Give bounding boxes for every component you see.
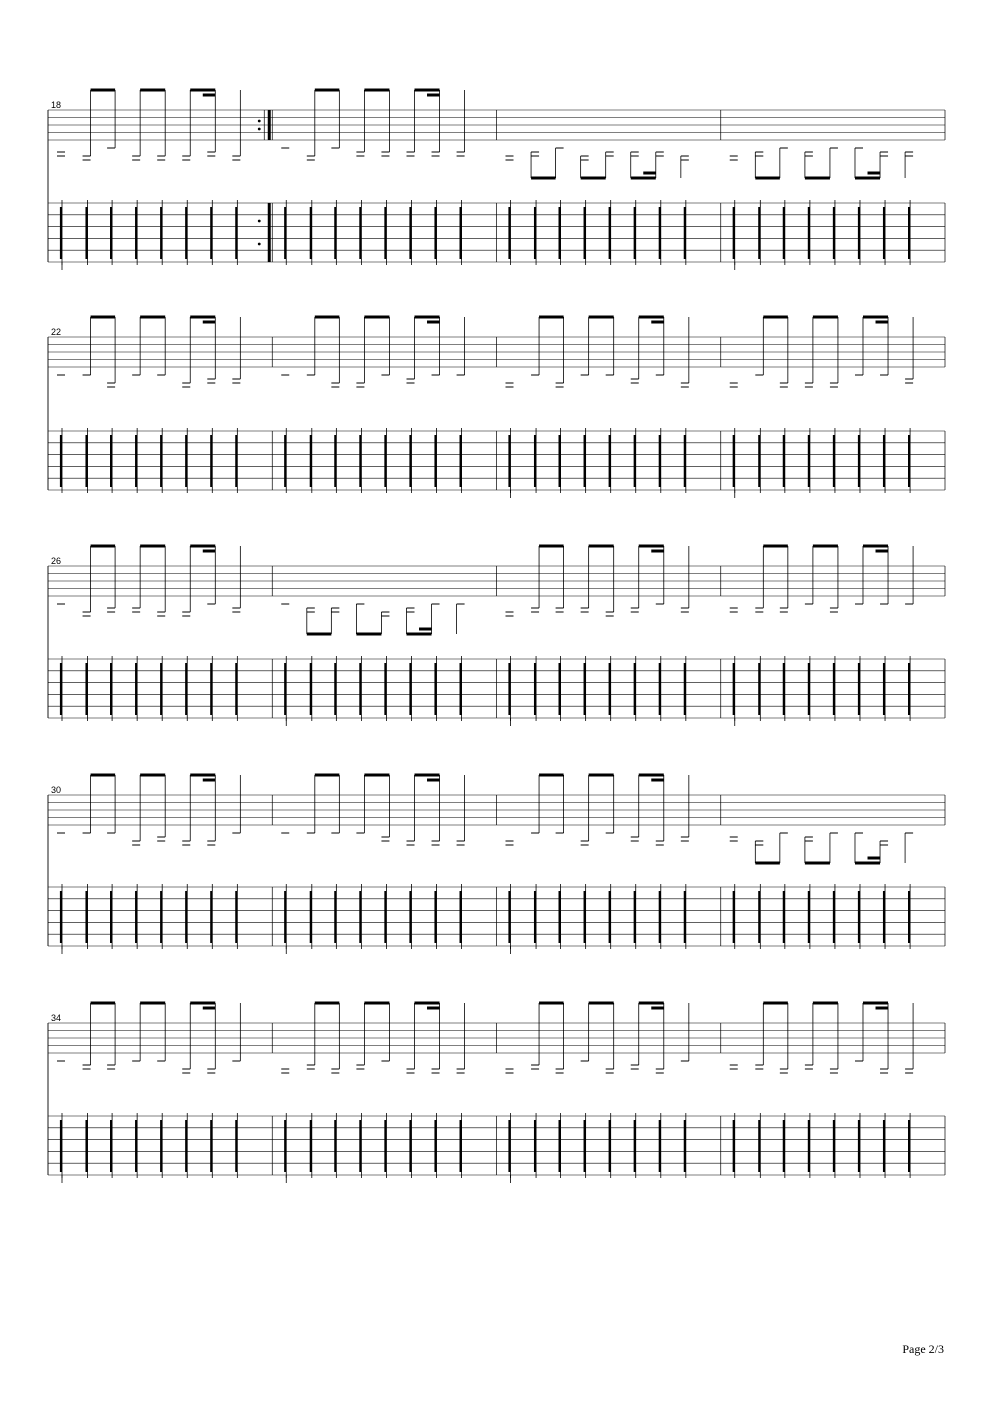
measure: [721, 795, 913, 949]
repeat-dot: [258, 128, 261, 131]
measure: [57, 546, 240, 721]
measure: [497, 317, 689, 498]
measure: [57, 1003, 240, 1183]
measure: [272, 566, 464, 726]
measure: [497, 546, 689, 726]
measure: [497, 1003, 689, 1183]
measure-number: 22: [51, 327, 62, 337]
measure: [721, 1003, 913, 1178]
repeat-dot: [258, 243, 261, 246]
measure: [497, 775, 689, 954]
measure-number: 26: [51, 556, 62, 566]
measure: [497, 110, 689, 265]
system-3: [48, 546, 945, 726]
measure-number: 30: [51, 785, 62, 795]
measure: [272, 1003, 464, 1183]
repeat-dot: [258, 120, 261, 123]
measure-number: 34: [51, 1013, 62, 1023]
measure: [721, 317, 913, 498]
measure: [57, 775, 240, 954]
page-number: Page 2/3: [902, 1342, 944, 1356]
system-1: [48, 90, 945, 270]
system-5: [48, 1003, 945, 1183]
measure: [57, 90, 269, 270]
measure: [721, 546, 913, 726]
measure: [721, 110, 913, 270]
system-2: [48, 317, 945, 498]
repeat-dot: [258, 220, 261, 223]
measure-number: 18: [51, 100, 62, 110]
measure: [272, 90, 464, 265]
measure: [272, 775, 464, 954]
system-4: [48, 775, 945, 954]
